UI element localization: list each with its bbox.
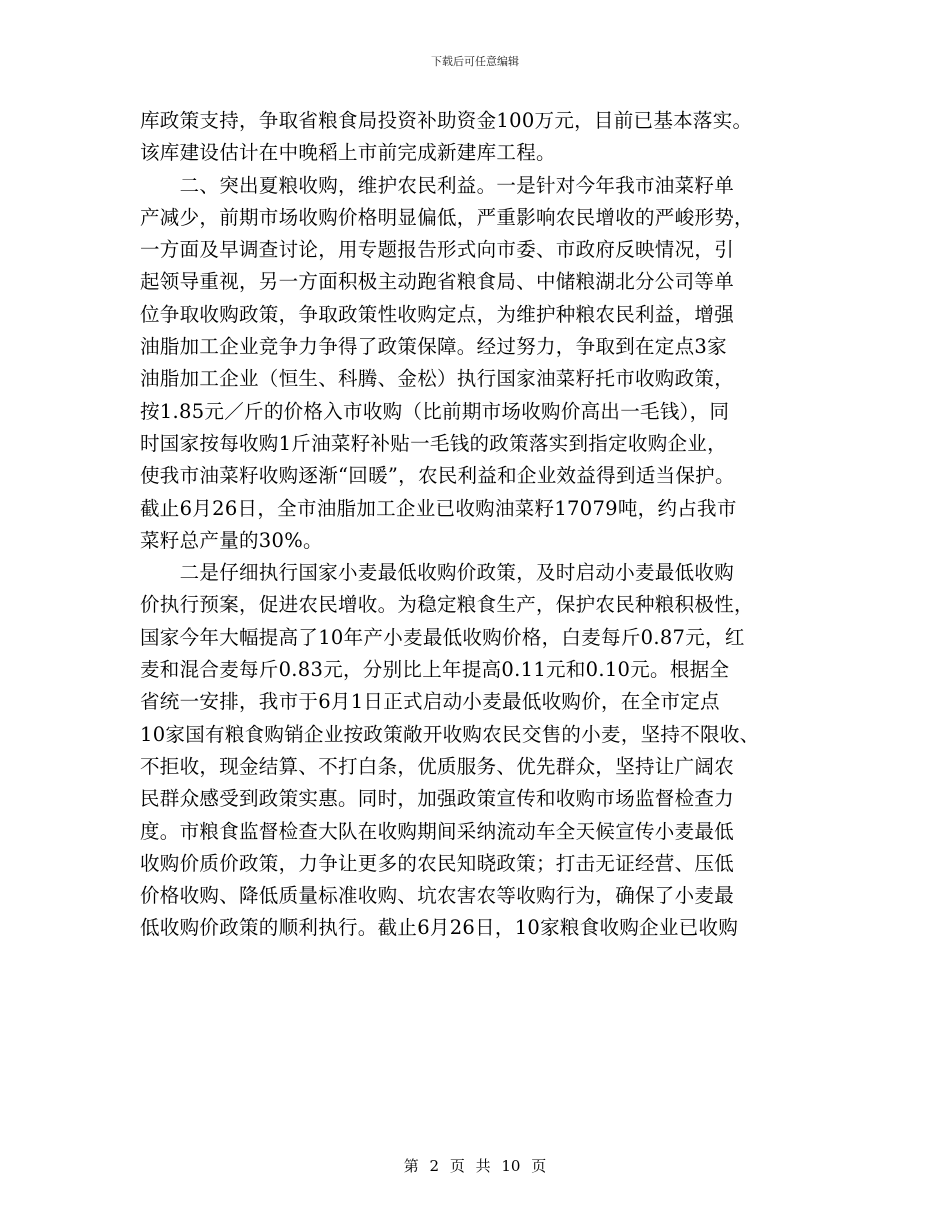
body-line: 国家今年大幅提高了10年产小麦最低收购价格，白麦每斤0.87元，红	[140, 625, 745, 649]
body-line: 不拒收，现金结算、不打白条，优质服务、优先群众，坚持让广阔农	[140, 754, 735, 778]
page-number-footer: 第 2 页 共 10 页	[403, 1157, 547, 1175]
body-line: 油脂加工企业竞争力争得了政策保障。经过努力，争取到在定点3家	[140, 335, 727, 359]
page-header-note: 下载后可任意编辑	[431, 55, 519, 68]
body-line: 油脂加工企业（恒生、科腾、金松）执行国家油菜籽托市收购政策，	[140, 367, 735, 391]
body-line: 库政策支持，争取省粮食局投资补助资金100万元，目前已基本落实。	[140, 109, 753, 132]
body-line: 二是仔细执行国家小麦最低收购价政策，及时启动小麦最低收购	[140, 561, 735, 585]
body-line: 二、突出夏粮收购，维护农民利益。一是针对今年我市油菜籽单	[140, 173, 735, 197]
body-line: 起领导重视，另一方面积极主动跑省粮食局、中储粮湖北分公司等单	[140, 270, 735, 294]
body-line: 一方面及早调查讨论，用专题报告形式向市委、市政府反映情况，引	[140, 238, 735, 262]
body-line: 截止6月26日，全市油脂加工企业已收购油菜籽17079吨，约占我市	[140, 496, 737, 520]
body-line: 位争取收购政策，争取政策性收购定点，为维护种粮农民利益，增强	[140, 302, 735, 326]
body-line: 使我市油菜籽收购逐渐“回暖”，农民利益和企业效益得到适当保护。	[140, 464, 735, 488]
body-line: 价执行预案，促进农民增收。为稳定粮食生产，保护农民种粮积极性，	[140, 593, 754, 617]
body-line: 价格收购、降低质量标准收购、坑农害农等收购行为，确保了小麦最	[140, 884, 735, 908]
body-line: 省统一安排，我市于6月1日正式启动小麦最低收购价，在全市定点	[140, 690, 720, 714]
body-line: 低收购价政策的顺利执行。截止6月26日，10家粮食收购企业已收购	[140, 916, 739, 940]
body-line: 度。市粮食监督检查大队在收购期间采纳流动车全天候宣传小麦最低	[140, 819, 735, 843]
body-line: 菜籽总产量的30%。	[140, 528, 323, 552]
body-line: 收购价质价政策，力争让更多的农民知晓政策；打击无证经营、压低	[140, 851, 735, 875]
body-line: 10家国有粮食购销企业按政策敞开收购农民交售的小麦，坚持不限收、	[140, 722, 760, 746]
body-line: 该库建设估计在中晚稻上市前完成新建库工程。	[140, 141, 556, 165]
body-line: 时国家按每收购1斤油菜籽补贴一毛钱的政策落实到指定收购企业，	[140, 431, 727, 455]
body-line: 麦和混合麦每斤0.83元，分别比上年提高0.11元和0.10元。根据全	[140, 658, 730, 682]
document-body	[140, 105, 810, 945]
body-line: 按1.85元／斤的价格入市收购（比前期市场收购价高出一毛钱），同	[140, 399, 730, 423]
body-line: 产减少，前期市场收购价格明显偏低，严重影响农民增收的严峻形势，	[140, 205, 754, 229]
body-line: 民群众感受到政策实惠。同时，加强政策宣传和收购市场监督检查力	[140, 787, 735, 811]
